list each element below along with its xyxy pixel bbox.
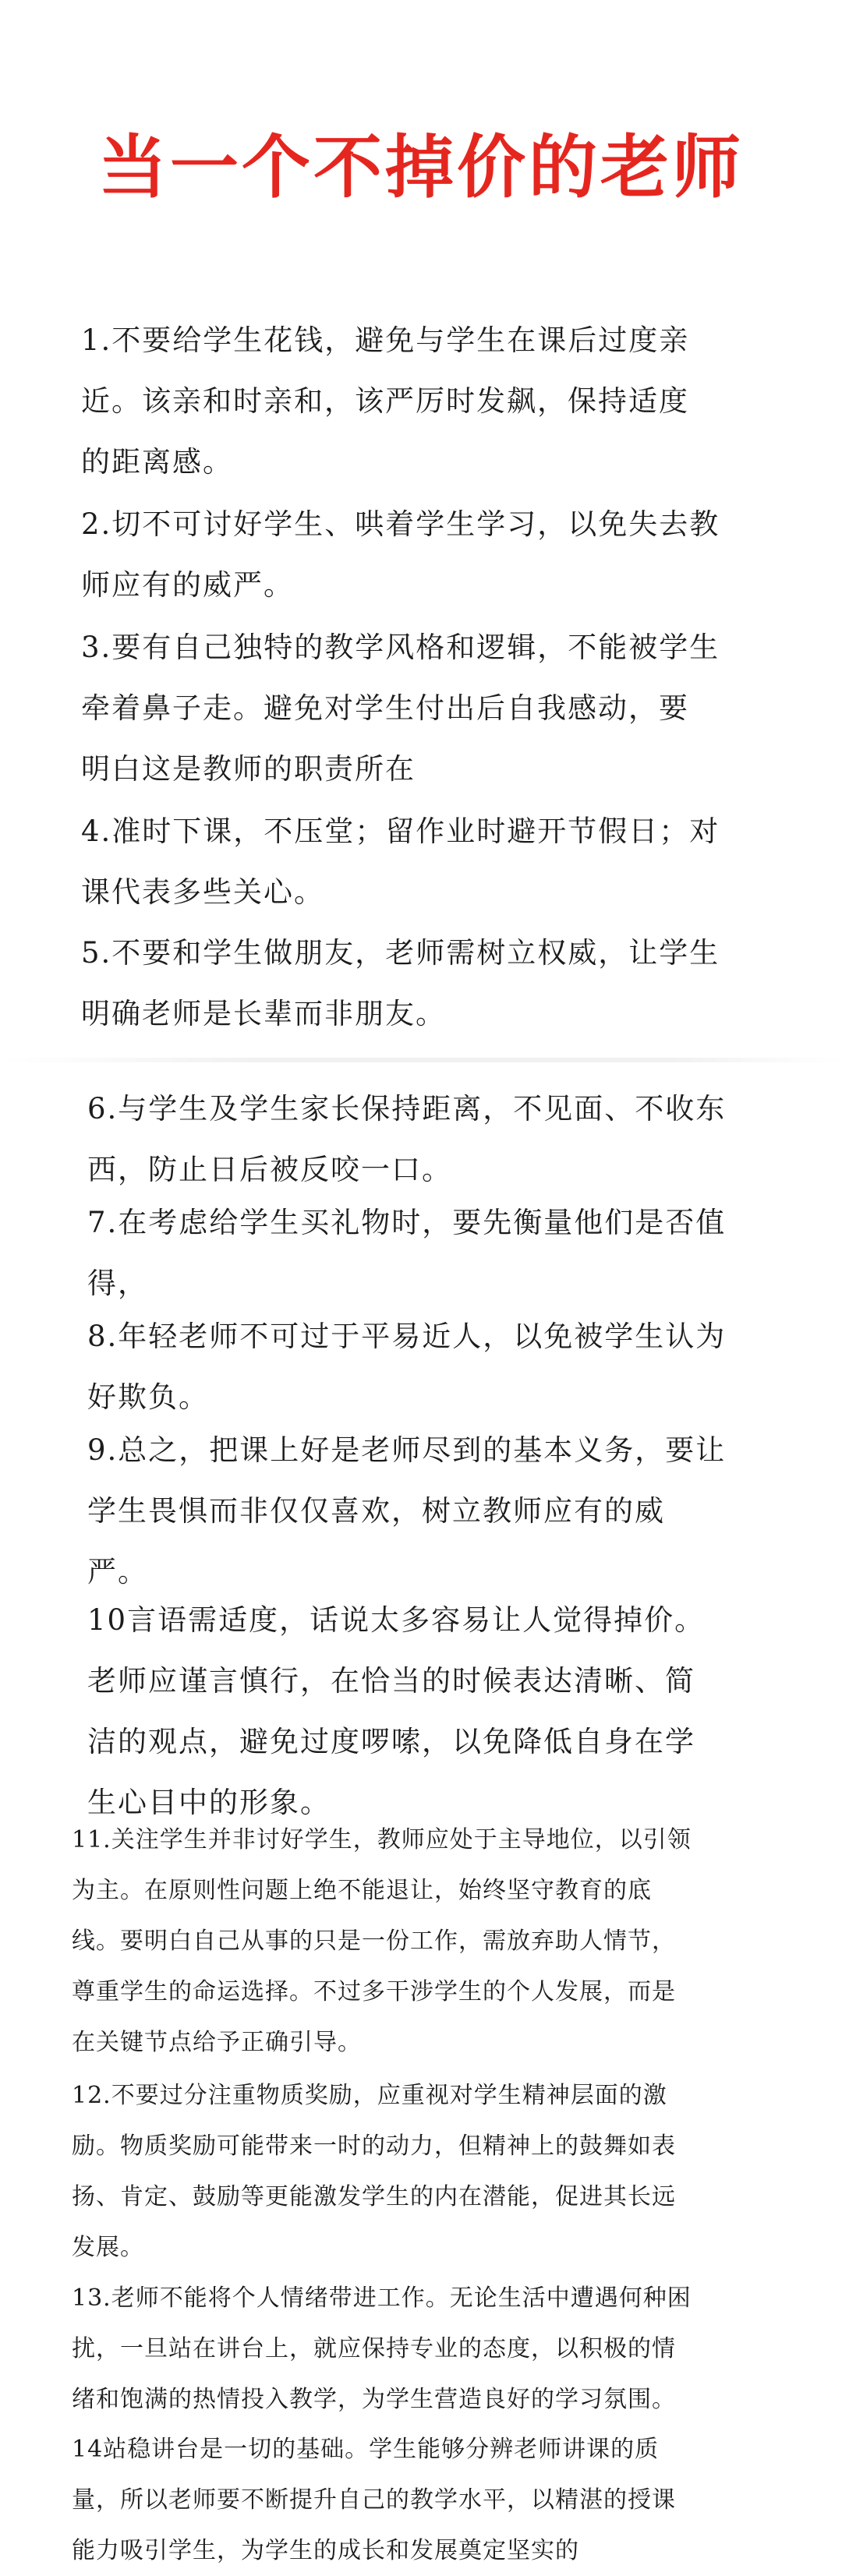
list-item-14: 14站稳讲台是一切的基础。学生能够分辨老师讲课的质 量，所以老师要不断提升自己的教学水平，以精湛的授课 能力吸引学生，为学生的成长和发展奠定坚实的	[72, 2436, 676, 2564]
list-item-6: 6.与学生及学生家长保持距离，不见面、不收东 西，防止日后被反咬一口。	[87, 1092, 727, 1186]
list-item-5: 5.不要和学生做朋友，老师需树立权威，让学生 明确老师是长辈而非朋友。	[81, 936, 720, 1030]
list-item-11: 11.关注学生并非讨好学生，教师应处于主导地位，以引领 为主。在原则性问题上绝不能退让，始终坚守教育的底 线。要明白自己从事的只是一份工作，需放弃助人情节， 尊重学生的命运选择。不过多干涉学生的个人发展，而是 在关键节点给予正确引导。	[72, 1826, 692, 2056]
list-item-8: 8.年轻老师不可过于平易近人，以免被学生认为 好欺负。	[87, 1320, 727, 1414]
list-item-3: 3.要有自己独特的教学风格和逻辑，不能被学生 牵着鼻子走。避免对学生付出后自我感动，要 明白这是教师的职责所在	[81, 631, 720, 786]
section-divider	[0, 1058, 842, 1062]
list-item-1: 1.不要给学生花钱，避免与学生在课后过度亲 近。该亲和时亲和，该严厉时发飙，保持适度 的距离感。	[81, 323, 690, 479]
list-item-10: 10言语需适度，话说太多容易让人觉得掉价。 老师应谨言慎行，在恰当的时候表达清晰、简 洁的观点，避免过度啰嗦，以免降低自身在学 生心目中的形象。	[87, 1603, 706, 1819]
list-item-9: 9.总之，把课上好是老师尽到的基本义务，要让 学生畏惧而非仅仅喜欢，树立教师应有的威 严。	[87, 1433, 727, 1588]
page-title: 当一个不掉价的老师	[97, 127, 744, 207]
list-item-7: 7.在考虑给学生买礼物时，要先衡量他们是否值 得，	[87, 1206, 727, 1300]
list-item-13: 13.老师不能将个人情绪带进工作。无论生活中遭遇何种困 扰，一旦站在讲台上，就应保持专业的态度，以积极的情 绪和饱满的热情投入教学，为学生营造良好的学习氛围。	[72, 2284, 692, 2413]
list-item-2: 2.切不可讨好学生、哄着学生学习，以免失去教 师应有的威严。	[81, 507, 720, 602]
list-item-12: 12.不要过分注重物质奖励，应重视对学生精神层面的激 励。物质奖励可能带来一时的动力，但精神上的鼓舞如表 扬、肯定、鼓励等更能激发学生的内在潜能，促进其长远 发展。	[72, 2082, 676, 2261]
list-item-4: 4.准时下课，不压堂；留作业时避开节假日；对 课代表多些关心。	[81, 814, 720, 909]
